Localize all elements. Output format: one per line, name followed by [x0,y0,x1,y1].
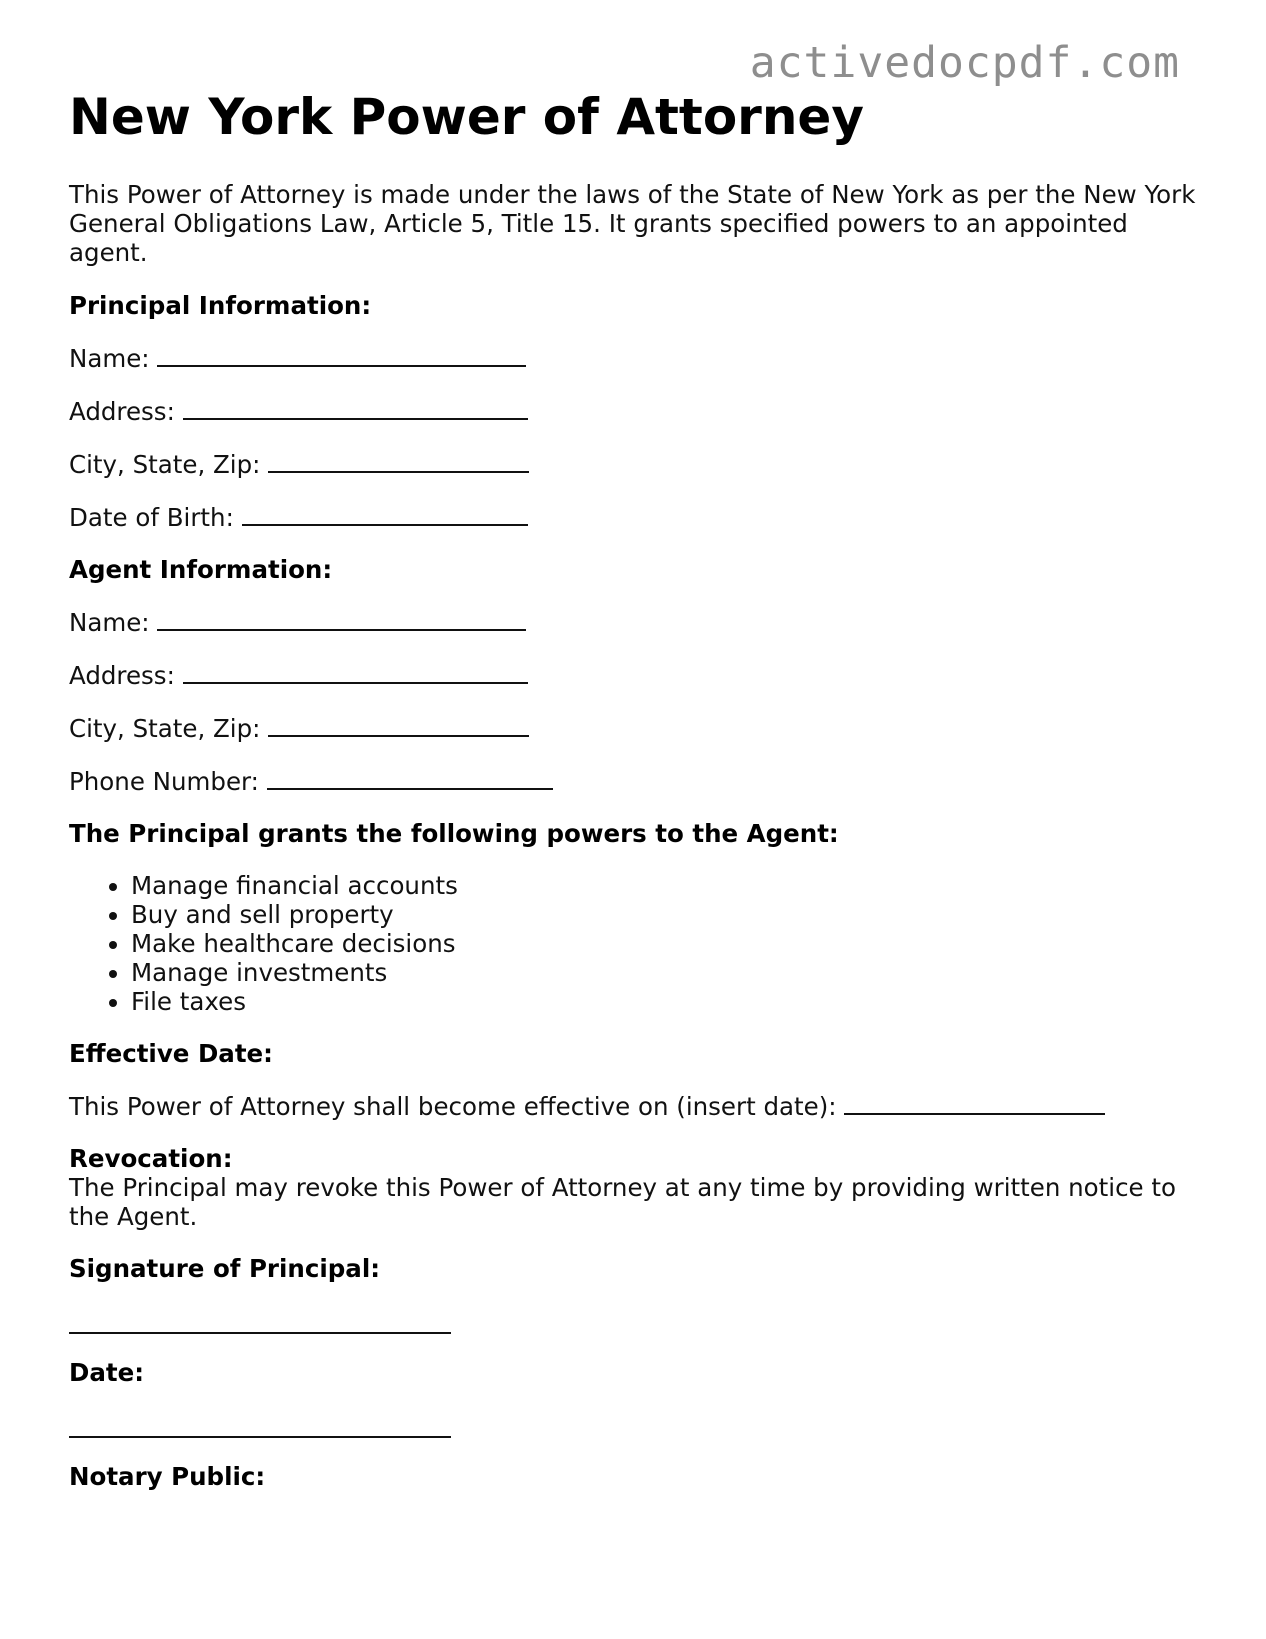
watermark: activedocpdf.com [749,38,1180,88]
agent-heading: Agent Information: [69,555,333,584]
list-item: • Manage financial accounts [131,871,1199,900]
agent-phone-field[interactable] [267,766,553,790]
agent-city-label: City, State, Zip: [69,714,261,743]
principal-city-label: City, State, Zip: [69,450,261,479]
effective-date-row [69,1091,1199,1121]
powers-list [69,871,1199,1016]
effective-date-heading: Effective Date: [69,1039,273,1068]
principal-city-field[interactable] [268,449,529,473]
list-item: • Manage investments [131,958,1199,987]
principal-dob-field[interactable] [242,502,528,526]
agent-address-label: Address: [69,661,175,690]
document-page [69,86,1199,1491]
principal-dob-label: Date of Birth: [69,503,234,532]
agent-name-field[interactable] [157,607,526,631]
agent-phone-label: Phone Number: [69,767,259,796]
list-item: • Buy and sell property [131,900,1199,929]
agent-phone-row [69,766,1199,796]
signature-heading: Signature of Principal: [69,1254,381,1283]
effective-date-field[interactable] [844,1091,1105,1115]
agent-address-row [69,660,1199,690]
notary-heading: Notary Public: [69,1462,266,1491]
agent-city-row [69,713,1199,743]
effective-date-text: This Power of Attorney shall become effective on (insert date): [69,1092,837,1121]
principal-heading: Principal Information: [69,291,372,320]
principal-address-row [69,396,1199,426]
powers-heading: The Principal grants the following powers to the Agent: [69,819,839,848]
signature-field[interactable] [69,1332,451,1334]
agent-name-row [69,607,1199,637]
principal-name-row [69,343,1199,373]
agent-city-field[interactable] [268,713,529,737]
list-item: • Make healthcare decisions [131,929,1199,958]
principal-name-label: Name: [69,344,150,373]
principal-name-field[interactable] [157,343,526,367]
principal-dob-row [69,502,1199,532]
revocation-text: The Principal may revoke this Power of Attorney at any time by providing written notice to the Agent. [69,1173,1176,1231]
agent-name-label: Name: [69,608,150,637]
agent-address-field[interactable] [183,660,528,684]
principal-address-label: Address: [69,397,175,426]
document-title: New York Power of Attorney [69,88,864,146]
date-field[interactable] [69,1436,451,1438]
principal-address-field[interactable] [183,396,528,420]
intro-paragraph: This Power of Attorney is made under the laws of the State of New York as per the New York General Obligations Law, Article 5, Title 15. It grants specified powers to an appointed agent. [69,180,1196,267]
principal-city-row [69,449,1199,479]
date-heading: Date: [69,1358,144,1387]
revocation-heading: Revocation: [69,1144,233,1173]
list-item: • File taxes [131,987,1199,1016]
